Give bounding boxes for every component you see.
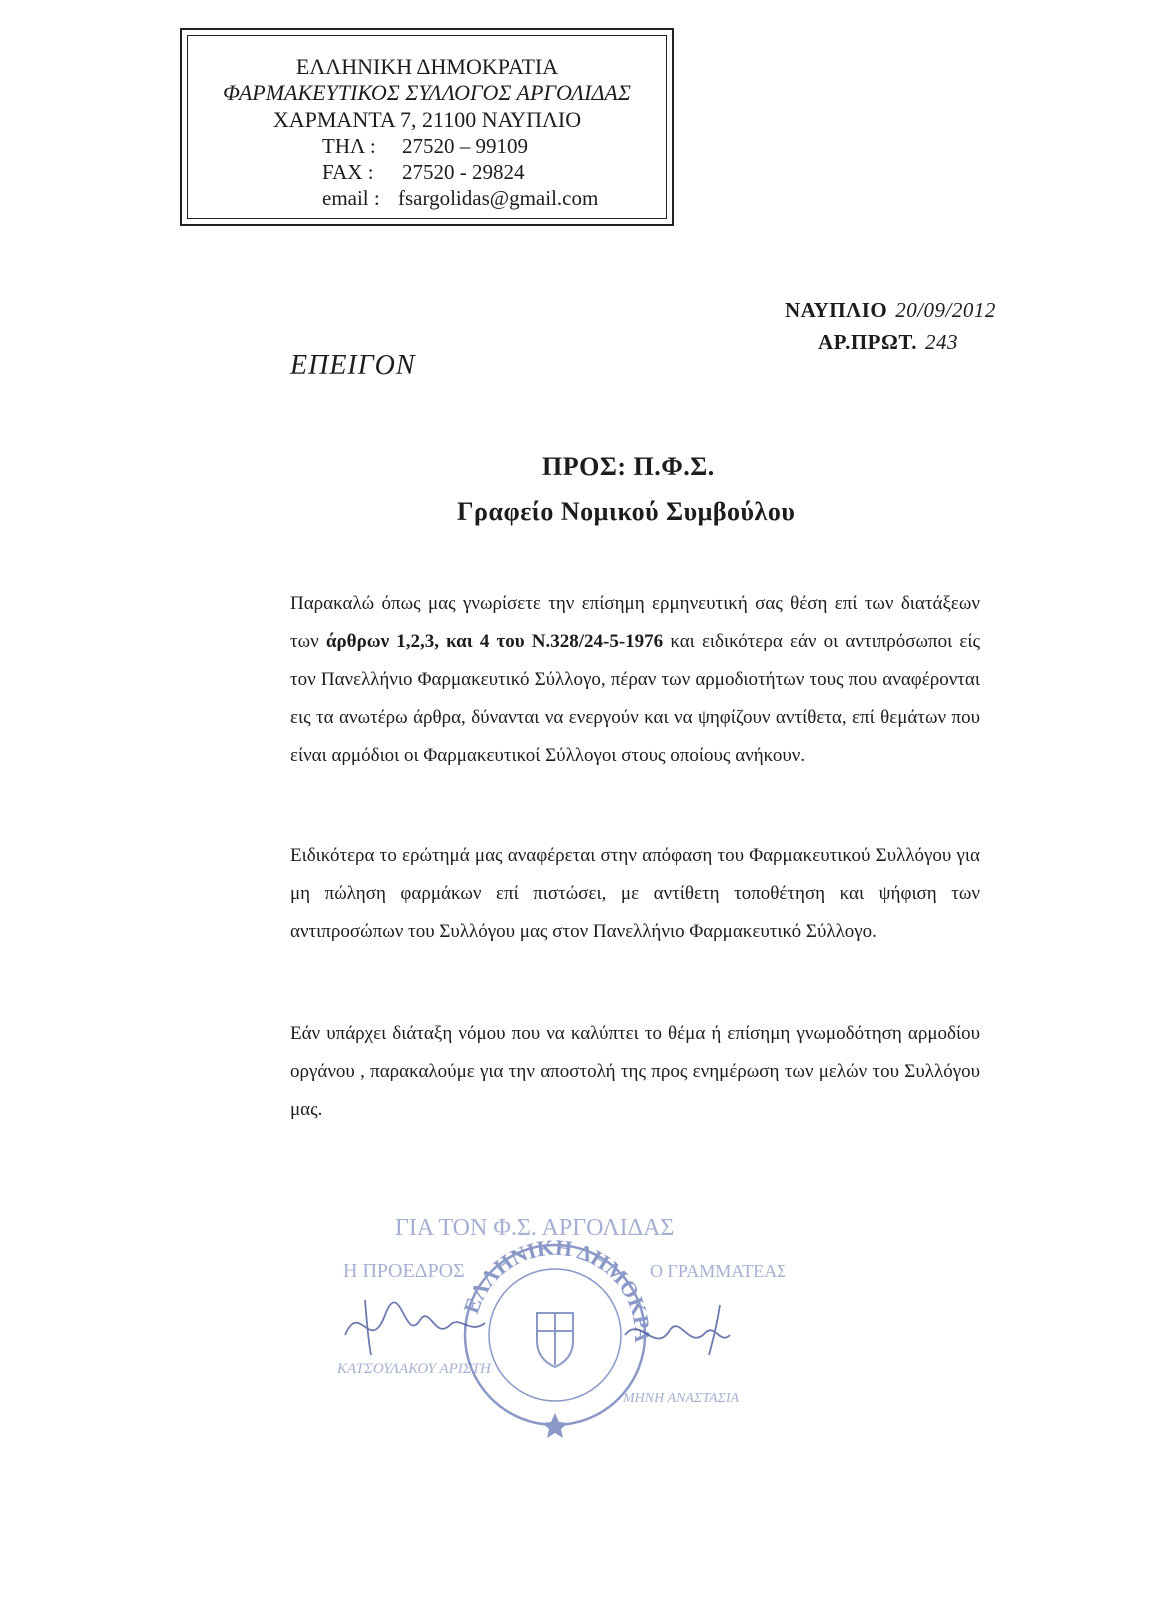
date-line [785,298,996,323]
p1-text-b: και ειδικότερα εάν οι αντιπρόσωποι είς τον Πανελλήνιο Φαρμακευτικό Σύλλογο, πέραν των αρμοδιοτήτων τους που αναφέρονται εις τα ανωτέρω άρθρα, δύνανται να ενεργούν και να ψηφίζουν αντίθετα, επί θεμάτων που είναι αρμόδιοι οι Φαρμακευτικοί Σύλλογοι στους οποίους ανήκουν. [290,631,980,766]
letterhead-inner-border [187,35,667,219]
stamp-and-signatures [325,1205,785,1450]
protocol-number: 243 [925,330,959,354]
stamp-role-right: Ο ΓΡΑΜΜΑΤΕΑΣ [650,1261,785,1281]
seal-arc-text: ΕΛΛΗΝΙΚΗ ΔΗΜΟΚΡΑ [458,1234,656,1341]
letterhead-box [180,28,674,226]
stamp-name-left: ΚΑΤΣΟΥΛΑΚΟΥ ΑΡΙΣΤΗ [337,1361,491,1377]
date-value: 20/09/2012 [895,298,996,322]
letterhead-fax-value: 27520 - 29824 [402,160,525,184]
protocol-label: ΑΡ.ΠΡΩΤ. [818,330,918,354]
stamp-name-right: ΜΗΝΗ ΑΝΑΣΤΑΣΙΑ [623,1391,740,1406]
protocol-line [818,330,958,355]
place-label: ΝΑΥΠΛΙΟ [785,298,888,322]
recipient-office: Γραφείο Νομικού Συμβούλου [457,497,796,526]
stamp-top-line: ΓΙΑ ΤΟΝ Φ.Σ. ΑΡΓΟΛΙΔΑΣ [395,1215,675,1241]
letterhead-email-value: fsargolidas@gmail.com [398,186,599,210]
letterhead-address: ΧΑΡΜΑΝΤΑ 7, 21100 ΝΑΥΠΛΙΟ [272,107,582,132]
letterhead-tel-label: ΤΗΛ : [322,134,376,158]
urgent-label: ΕΠΕΙΓΟΝ [290,350,416,381]
letterhead-email-label: email : [322,186,380,210]
letterhead-republic: ΕΛΛΗΝΙΚΗ ΔΗΜΟΚΡΑΤΙΑ [295,54,559,79]
recipient-to: ΠΡΟΣ: Π.Φ.Σ. [542,452,715,481]
body-paragraph-3: Εάν υπάρχει διάταξη νόμου που να καλύπτει το θέμα ή επίσημη γνωμοδότηση αρμοδίου οργάνου , παρακαλούμε για την αποστολή της προς ενημέρωση των μελών του Συλλόγου μας. [290,1023,980,1120]
p1-text-bold: άρθρων 1,2,3, και 4 του Ν.328/24-5-1976 [325,631,664,652]
letterhead-association: ΦΑΡΜΑΚΕΥΤΙΚΟΣ ΣΥΛΛΟΓΟΣ ΑΡΓΟΛΙΔΑΣ [223,80,631,105]
letterhead-tel-value: 27520 – 99109 [402,134,528,158]
stamp-role-left: Η ΠΡΟΕΔΡΟΣ [343,1260,465,1282]
stamp-graphic [325,1205,785,1450]
body-paragraph-1 [290,585,980,775]
body-paragraph-2: Ειδικότερα το ερώτημά μας αναφέρεται στην απόφαση του Φαρμακευτικού Συλλόγου για μη πώληση φαρμάκων επί πιστώσει, με αντίθετη τοποθέτηση και ψήφιση των αντιπροσώπων του Συλλόγου μας στον Πανελλήνιο Φαρμακευτικό Σύλλογο. [290,845,980,942]
letterhead-fax-label: FAX : [322,160,374,184]
p1-text-a: Παρακαλώ όπως μας γνωρίσετε την επίσημη ερμηνευτική σας θέση επί των διατάξεων των [290,593,980,652]
